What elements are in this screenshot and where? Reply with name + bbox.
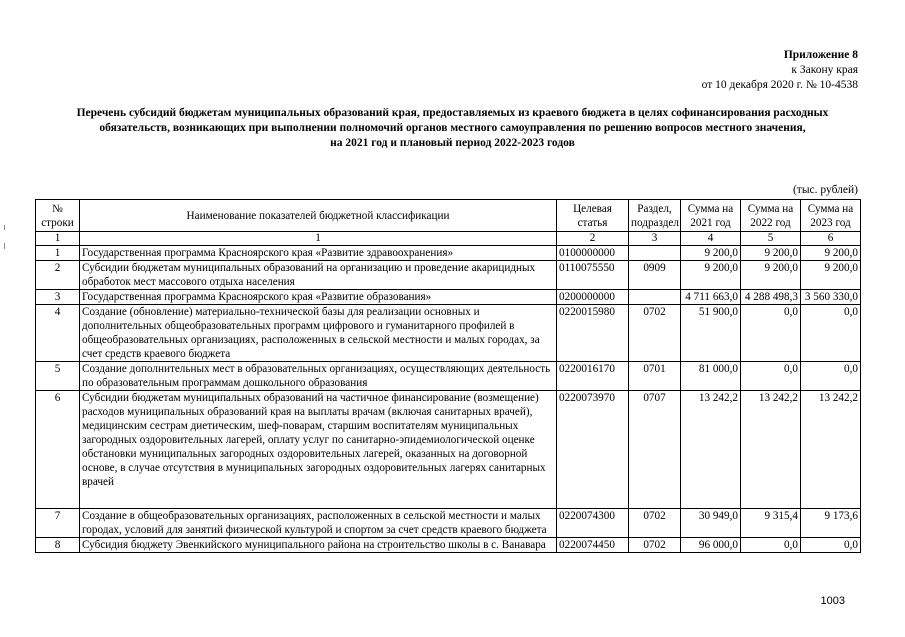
- document-title: [40, 106, 865, 151]
- table-row: [36, 362, 861, 391]
- row-2023: 9 200,0: [801, 261, 861, 290]
- row-section: 0702: [629, 305, 681, 362]
- row-number: 6: [36, 391, 80, 509]
- table-row: [36, 538, 861, 553]
- row-name: Субсидии бюджетам муниципальных образований на организацию и проведение акарицидных обработок мест массового отдыха населения: [80, 261, 557, 290]
- row-name: Государственная программа Красноярского края «Развитие здравоохранения»: [80, 246, 557, 261]
- row-2022: 0,0: [741, 362, 801, 391]
- row-section: [629, 246, 681, 261]
- row-2023: 13 242,2: [801, 391, 861, 509]
- row-number: 2: [36, 261, 80, 290]
- row-section: 0702: [629, 509, 681, 538]
- title-line-2: обязательств, возникающих при выполнении полномочий органов местного самоуправления по решению вопросов местного значения,: [99, 122, 806, 134]
- header-name: Наименование показателей бюджетной классификации: [80, 200, 557, 232]
- page-number: 1003: [820, 595, 845, 607]
- column-number: 1: [36, 232, 80, 246]
- column-number: 3: [629, 232, 681, 246]
- row-target: 0220074450: [557, 538, 629, 553]
- row-name: Создание (обновление) материально-технической базы для реализации основных и дополнительных общеобразовательных программ цифрового и гуманитарного профилей в общеобразовательных организациях, расположенных в сельской местности и малых городах, за счет средств краевого бюджета: [80, 305, 557, 362]
- column-number: 6: [801, 232, 861, 246]
- row-2023: 0,0: [801, 362, 861, 391]
- table-row: [36, 509, 861, 538]
- row-target: 0110075550: [557, 261, 629, 290]
- row-section: 0702: [629, 538, 681, 553]
- table-row: [36, 305, 861, 362]
- margin-mark: [4, 225, 5, 230]
- appendix-title: Приложение 8: [783, 49, 858, 61]
- row-target: 0220016170: [557, 362, 629, 391]
- row-section: 0909: [629, 261, 681, 290]
- row-2021: 30 949,0: [681, 509, 741, 538]
- row-2023: 0,0: [801, 305, 861, 362]
- row-2022: 0,0: [741, 305, 801, 362]
- header-2023: Сумма на 2023 год: [801, 200, 861, 232]
- appendix-header: [702, 48, 858, 93]
- row-number: 4: [36, 305, 80, 362]
- row-number: 1: [36, 246, 80, 261]
- table-header-row: [36, 200, 861, 232]
- row-2021: 81 000,0: [681, 362, 741, 391]
- table-row: [36, 246, 861, 261]
- title-line-1: Перечень субсидий бюджетам муниципальных образований края, предоставляемых из краевого бюджета в целях софинансирования расходных: [76, 107, 829, 119]
- header-2022: Сумма на 2022 год: [741, 200, 801, 232]
- row-name: Субсидия бюджету Эвенкийского муниципального района на строительство школы в с. Ванавара: [80, 538, 557, 553]
- header-target: Целевая статья: [557, 200, 629, 232]
- row-2023: 3 560 330,0: [801, 290, 861, 305]
- appendix-law: к Закону края: [791, 64, 858, 76]
- row-name: Создание дополнительных мест в образовательных организациях, осуществляющих деятельность по образовательным программам дошкольного образования: [80, 362, 557, 391]
- row-2022: 9 315,4: [741, 509, 801, 538]
- row-name: Субсидии бюджетам муниципальных образований на частичное финансирование (возмещение) расходов муниципальных образований края на выплаты врачам (включая санитарных врачей), медицинским сестрам диетическим, шеф-поварам, старшим воспитателям муниципальных загородных оздоровительных лагерей, оплату услуг по санитарно-эпидемиологической оценке обстановки муниципальных загородных оздоровительных лагерей, оказанных на договорной основе, в случае отсутствия в муниципальных загородных оздоровительных лагерях санитарных врачей: [80, 391, 557, 509]
- row-number: 8: [36, 538, 80, 553]
- row-2022: 4 288 498,3: [741, 290, 801, 305]
- table-row: [36, 391, 861, 509]
- title-line-3: на 2021 год и плановый период 2022-2023 годов: [330, 137, 575, 149]
- appendix-date: от 10 декабря 2020 г. № 10-4538: [701, 79, 858, 91]
- column-number: 1: [80, 232, 557, 246]
- row-section: [629, 290, 681, 305]
- row-target: 0220074300: [557, 509, 629, 538]
- row-number: 3: [36, 290, 80, 305]
- row-2021: 13 242,2: [681, 391, 741, 509]
- table-row: [36, 261, 861, 290]
- table-row: [36, 290, 861, 305]
- margin-mark: [4, 243, 5, 249]
- column-number-row: [36, 232, 861, 246]
- row-name: Государственная программа Красноярского края «Развитие образования»: [80, 290, 557, 305]
- row-2022: 9 200,0: [741, 261, 801, 290]
- row-2023: 0,0: [801, 538, 861, 553]
- column-number: 4: [681, 232, 741, 246]
- column-number: 2: [557, 232, 629, 246]
- row-section: 0707: [629, 391, 681, 509]
- row-number: 7: [36, 509, 80, 538]
- row-target: 0220015980: [557, 305, 629, 362]
- header-2021: Сумма на 2021 год: [681, 200, 741, 232]
- row-2021: 51 900,0: [681, 305, 741, 362]
- row-2022: 0,0: [741, 538, 801, 553]
- row-2023: 9 200,0: [801, 246, 861, 261]
- row-name: Создание в общеобразовательных организациях, расположенных в сельской местности и малых городах, условий для занятий физической культурой и спортом за счет средств краевого бюджета: [80, 509, 557, 538]
- row-2021: 9 200,0: [681, 261, 741, 290]
- header-row-number: № строки: [36, 200, 80, 232]
- row-number: 5: [36, 362, 80, 391]
- column-number: 5: [741, 232, 801, 246]
- row-2022: 9 200,0: [741, 246, 801, 261]
- row-2022: 13 242,2: [741, 391, 801, 509]
- row-2023: 9 173,6: [801, 509, 861, 538]
- row-target: 0220073970: [557, 391, 629, 509]
- row-2021: 9 200,0: [681, 246, 741, 261]
- units-label: (тыс. рублей): [792, 184, 858, 196]
- row-target: 0200000000: [557, 290, 629, 305]
- row-section: 0701: [629, 362, 681, 391]
- row-2021: 96 000,0: [681, 538, 741, 553]
- budget-table: [35, 199, 861, 553]
- header-section: Раздел, подраздел: [629, 200, 681, 232]
- row-target: 0100000000: [557, 246, 629, 261]
- row-2021: 4 711 663,0: [681, 290, 741, 305]
